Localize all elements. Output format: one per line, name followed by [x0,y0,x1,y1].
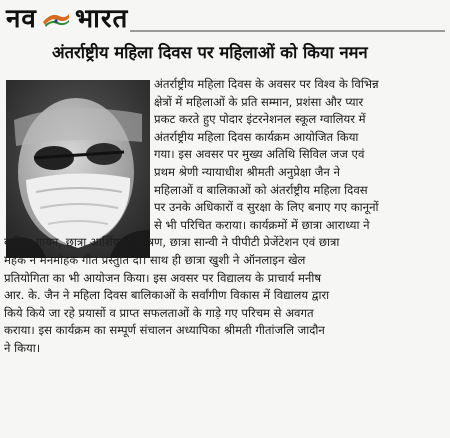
masthead-name-right: भारत [74,4,129,34]
article-line: क्षेत्रों में महिलाओं के प्रति सम्मान, प्रशंसा और प्यार [154,94,364,109]
masthead-divider [130,30,445,32]
article-line: पर उनके अधिकारों व सुरक्षा के लिए बनाए गए कानूनों [154,200,379,215]
article-line: प्रकट करते हुए पोदार इंटरनेशनल स्कूल ग्वालियर में [154,112,366,127]
article-line: प्रथम श्रेणी न्यायाधीश श्रीमती अनुप्रेक्षा जैन ने [154,164,340,179]
article-line: से भी परिचित कराया। कार्यक्रमों में छात्रा आराध्या ने [154,217,370,232]
article-line: अंतर्राष्ट्रीय महिला दिवस कार्यक्रम आयोजित किया [154,129,359,144]
article-line: महिलाओं व बालिकाओं को अंतर्राष्ट्रीय महिला दिवस [154,182,368,197]
article-line: अंतर्राष्ट्रीय महिला दिवस के अवसर पर विश्व के विभिन्न [154,77,379,91]
article-line: कराया। इस कार्यक्रम का सम्पूर्ण संचालन अध्यापिका श्रीमती गीतांजलि जादौन [4,323,325,338]
article-line: किये किये जा रहे प्रयासों व प्राप्त सफलताओं के गाड़े गए परिचम से अवगत [4,305,314,320]
article-body [4,76,446,358]
article-line: ने किया। [4,340,41,355]
article-line: प्रतियोगिता का भी आयोजन किया। इस अवसर पर विद्यालय के प्राचार्य मनीष [4,270,322,285]
masthead-name-left: नव [6,4,37,34]
article-line: कविता गायन, छात्रा आर्शिया ने भाषण, छात्रा सान्वी ने पीपीटी प्रेजेंटेशन एवं छात्रा [4,235,340,250]
article-line: आर. के. जैन ने महिला दिवस बालिकाओं के सर्वांगीण विकास में विद्यालय द्वारा [4,288,330,303]
masthead-flag-logo [41,8,71,30]
article-line: महक ने मनमोहक गीत प्रस्तुति दी। साथ ही छात्रा खुशी ने ऑनलाइन खेल [4,252,306,267]
article-line: गया। इस अवसर पर मुख्य अतिथि सिविल जज एवं [154,147,365,162]
masthead [6,2,128,36]
headline: अंतर्राष्ट्रीय महिला दिवस पर महिलाओं को किया नमन [52,43,368,62]
